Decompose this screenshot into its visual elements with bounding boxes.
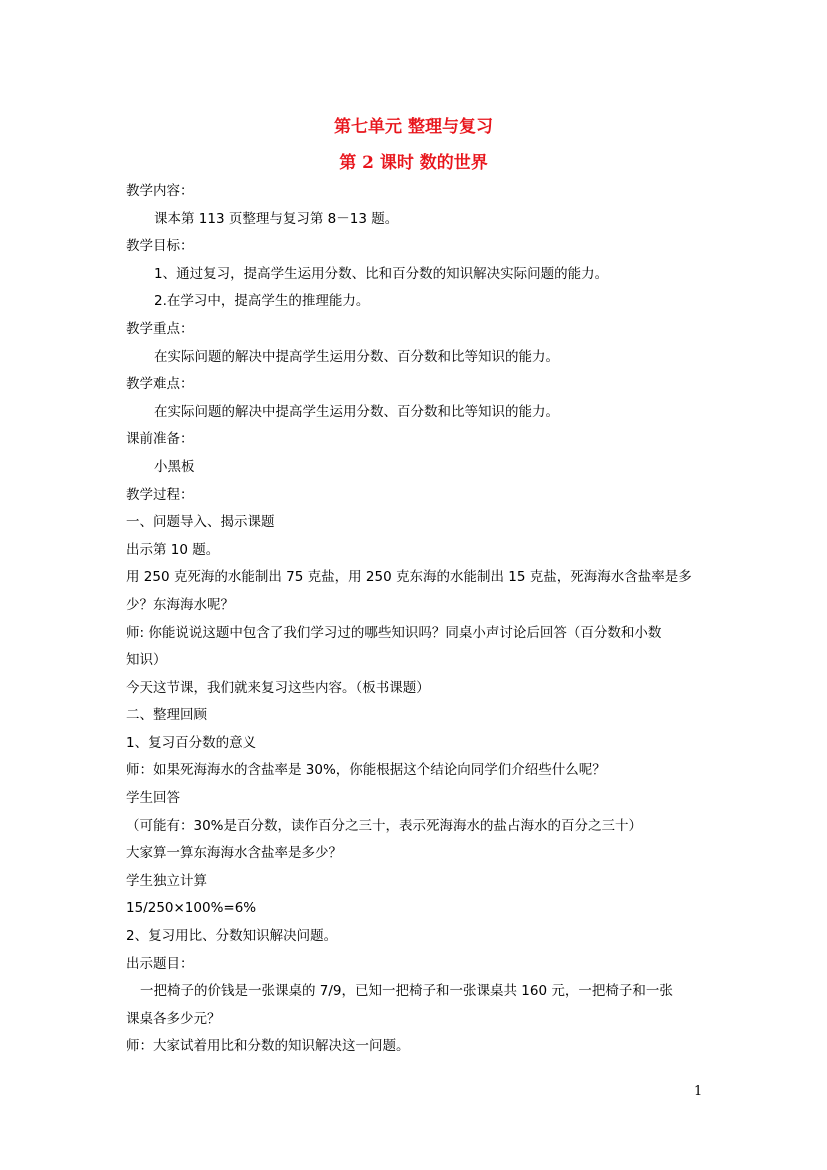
heading-difficulties: 教学难点：	[126, 376, 194, 393]
goal-item-1: 1、通过复习，提高学生运用分数、比和百分数的知识解决实际问题的能力。	[154, 265, 609, 282]
heading-key-points: 教学重点：	[126, 320, 194, 337]
paragraph-line: （可能有：30%是百分数，读作百分之三十，表示死海海水的盐占海水的百分之三十）	[126, 817, 643, 834]
paragraph-line: 课桌各多少元？	[126, 1010, 221, 1027]
paragraph-line: 师：如果死海海水的含盐率是 30%，你能根据这个结论向同学们介绍些什么呢？	[126, 762, 606, 779]
preparation-text: 小黑板	[154, 458, 195, 475]
heading-preparation: 课前准备：	[126, 431, 194, 448]
paragraph-line: 师: 你能说说这题中包含了我们学习过的哪些知识吗？同桌小声讨论后回答（百分数和小数	[126, 624, 662, 641]
paragraph-line: 出示题目：	[126, 955, 194, 972]
paragraph-line: 学生回答	[126, 790, 180, 807]
section-2-heading: 二、整理回顾	[126, 707, 207, 724]
heading-goals: 教学目标：	[126, 238, 194, 255]
formula-line: 15/250×100%=6%	[126, 900, 257, 917]
lesson-title: 第 2 课时 数的世界	[339, 153, 488, 173]
paragraph-line: 学生独立计算	[126, 872, 207, 889]
difficulties-text: 在实际问题的解决中提高学生运用分数、百分数和比等知识的能力。	[154, 403, 559, 420]
heading-content: 教学内容：	[126, 183, 194, 199]
paragraph-line: 师：大家试着用比和分数的知识解决这一问题。	[126, 1038, 410, 1055]
page-number: 1	[694, 1084, 703, 1099]
goal-item-2: 2.在学习中，提高学生的推理能力。	[154, 293, 370, 310]
paragraph-line: 大家算一算东海海水含盐率是多少？	[126, 845, 342, 862]
lesson-body	[126, 178, 716, 1061]
paragraph-line: 用 250 克死海的水能制出 75 克盐，用 250 克东海的水能制出 15 克盐，死海海水含盐率是多	[126, 569, 692, 586]
paragraph-line: 2、复习用比、分数知识解决问题。	[126, 928, 338, 945]
key-points-text: 在实际问题的解决中提高学生运用分数、百分数和比等知识的能力。	[154, 348, 559, 365]
paragraph-line: 一把椅子的价钱是一张课桌的 7/9，已知一把椅子和一张课桌共 160 元，一把椅子和一张	[140, 983, 673, 1000]
paragraph-line: 今天这节课，我们就来复习这些内容。（板书课题）	[126, 679, 430, 696]
paragraph-line: 出示第 10 题。	[126, 541, 220, 558]
heading-process: 教学过程：	[126, 486, 194, 503]
unit-title: 第七单元 整理与复习	[334, 117, 493, 137]
content-text: 课本第 113 页整理与复习第 8－13 题。	[154, 210, 399, 227]
section-1-heading: 一、问题导入、揭示课题	[126, 514, 275, 531]
paragraph-line: 知识）	[126, 652, 167, 669]
paragraph-line: 少？东海海水呢？	[126, 596, 234, 613]
paragraph-line: 1、复习百分数的意义	[126, 734, 257, 751]
